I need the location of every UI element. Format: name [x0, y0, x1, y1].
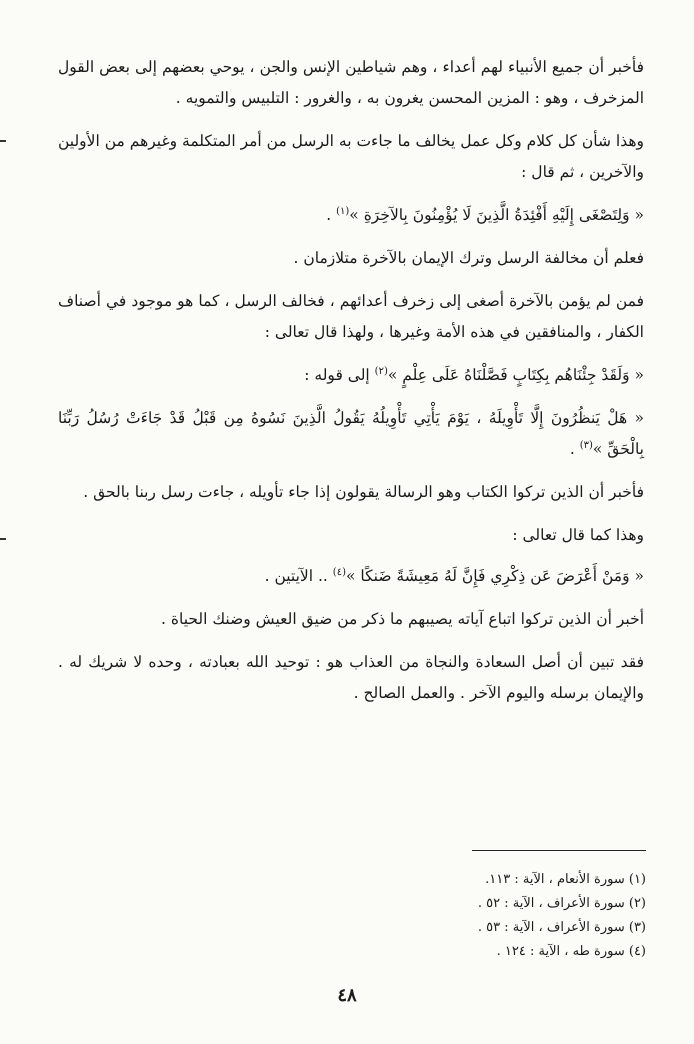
footnote-ref-3: (٣): [579, 439, 593, 451]
page-number: ٤٨: [337, 985, 357, 1006]
margin-mark-middle: [0, 538, 6, 540]
quote-4-text: « وَمَنْ أَعْرَضَ عَن ذِكْرِي فَإِنَّ لَهُ مَعِيشَةً ضَنكًا »: [345, 567, 644, 585]
quran-quote-1: [58, 200, 644, 231]
footnote-2: (٢) سورة الأعراف ، الآية : ٥٢ .: [477, 896, 646, 911]
footnote-4: (٤) سورة طه ، الآية : ١٢٤ .: [496, 944, 646, 959]
paragraph-6: وهذا كما قال تعالى :: [512, 526, 644, 544]
paragraph-2: وهذا شأن كل كلام وكل عمل يخالف ما جاءت به الرسل من أمر المتكلمة وغيرهم من الأولين والآخرين ، ثم قال :: [57, 132, 644, 181]
footnote-separator: [472, 850, 646, 851]
quran-quote-2: [58, 360, 644, 391]
quote-4-tail: .. الآيتين .: [264, 567, 333, 585]
paragraph-4: فمن لم يؤمن بالآخرة أصغى إلى زخرف أعدائهم ، فخالف الرسل ، كما هو موجود في أصناف الكفار ، والمنافقين في هذه الأمة وغيرها ، ولهذا قال تعالى :: [58, 292, 644, 341]
paragraph-8: فقد تبين أن أصل السعادة والنجاة من العذاب هو : توحيد الله بعبادته ، وحده لا شريك له . والإيمان برسله واليوم الآخر . والعمل الصالح .: [58, 653, 644, 702]
paragraph-7: أخبر أن الذين تركوا اتباع آياته يصيبهم ما ذكر من ضيق العيش وضنك الحياة .: [161, 610, 644, 628]
footnotes: [360, 868, 646, 964]
footnote-ref-1: (١): [336, 205, 350, 217]
quote-1-text: « وَلِتَصْغَى إِلَيْهِ أَفْئِدَةُ الَّذِينَ لَا يُؤْمِنُونَ بِالآخِرَةِ »: [349, 206, 644, 224]
paragraph-5: فأخبر أن الذين تركوا الكتاب وهو الرسالة يقولون إذا جاء تأويله ، جاءت رسل ربنا بالحق .: [83, 483, 644, 501]
quote-3-tail: .: [569, 440, 580, 458]
quote-2-tail: إلى قوله :: [304, 366, 375, 384]
quote-3-text: « هَلْ يَنظُرُونَ إِلَّا تَأْوِيلَهُ ، يَوْمَ يَأْتِي تَأْوِيلُهُ يَقُولُ الَّذِينَ نَسُوهُ مِن قَبْلُ قَدْ جَاءَتْ رُسُلُ رَبِّنَا بِالْحَقِّ »: [58, 409, 644, 458]
quran-quote-3: [58, 403, 644, 465]
paragraph-3: فعلم أن مخالفة الرسل وترك الإيمان بالآخرة متلازمان .: [293, 249, 644, 267]
footnote-ref-2: (٢): [374, 365, 388, 377]
quote-2-text: « وَلَقَدْ جِئْنَاهُم بِكِتَابٍ فَصَّلْنَاهُ عَلَى عِلْمٍ »: [387, 366, 644, 384]
margin-mark-top: [0, 140, 6, 142]
paragraph-1: فأخبر أن جميع الأنبياء لهم أعداء ، وهم شياطين الإنس والجن ، يوحي بعضهم إلى بعض القول المزخرف ، وهو : المزين المحسن يغرون به ، والغرور : التلبيس والتمويه .: [58, 58, 644, 107]
quote-1-tail: .: [326, 206, 337, 224]
page-body: [58, 52, 644, 721]
quran-quote-4: [58, 561, 644, 592]
footnote-3: (٣) سورة الأعراف ، الآية : ٥٣ .: [477, 920, 646, 935]
footnote-1: (١) سورة الأنعام ، الآية : ١١٣.: [485, 872, 646, 887]
footnote-ref-4: (٤): [332, 566, 346, 578]
